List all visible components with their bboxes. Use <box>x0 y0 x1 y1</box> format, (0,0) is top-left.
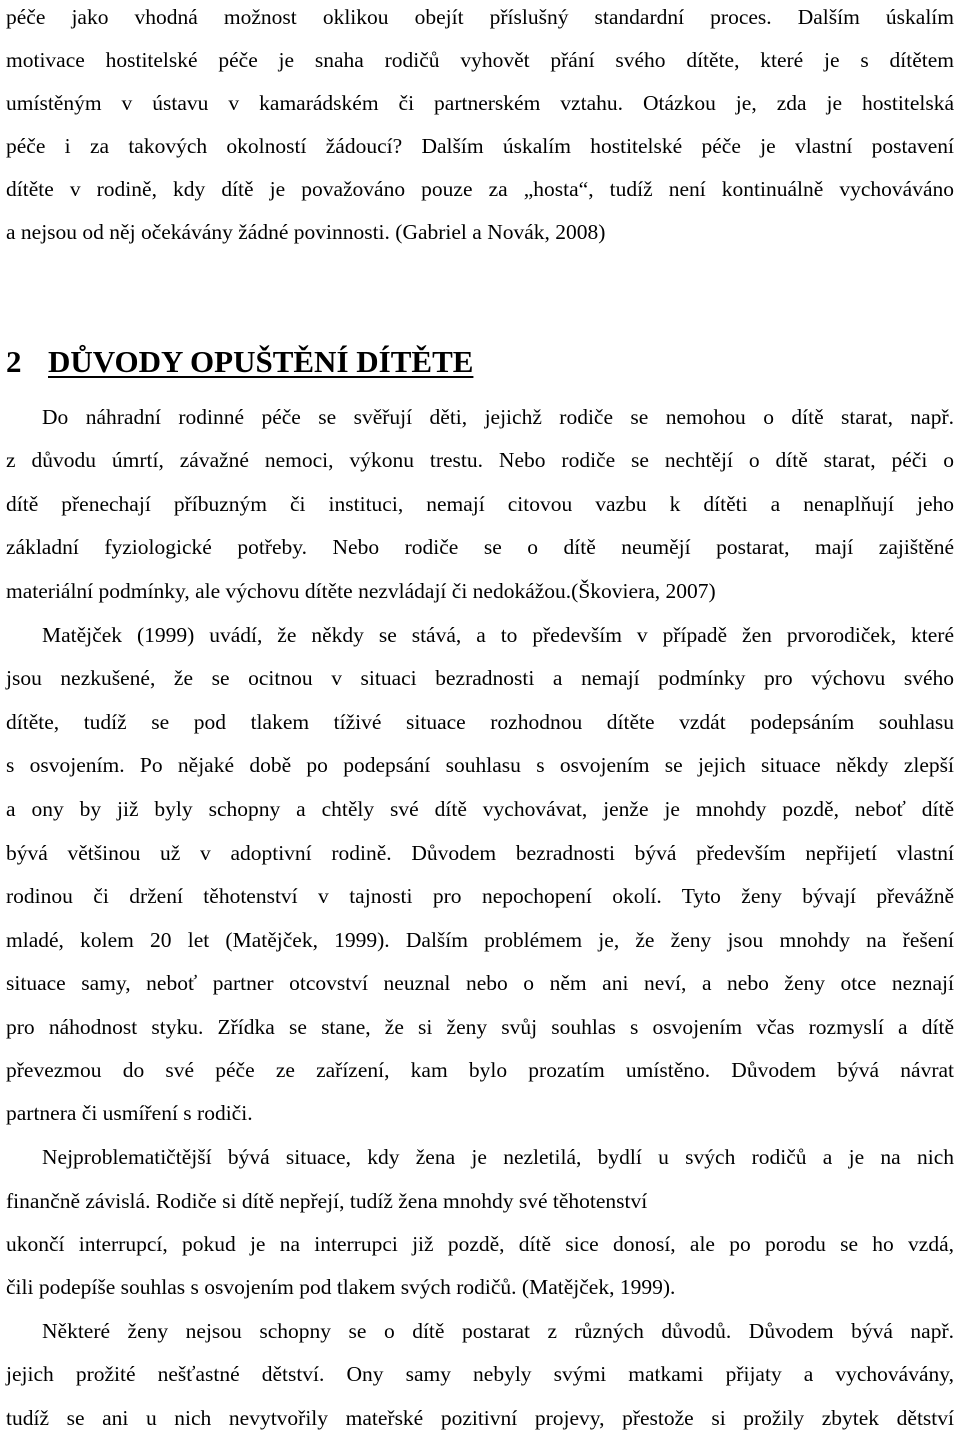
text-line: převezmou do své péče ze zařízení, kam bylo prozatím umístěno. Důvodem bývá návrat <box>6 1058 954 1082</box>
chapter-number: 2 <box>6 344 22 379</box>
text-line: Matějček (1999) uvádí, že někdy se stává, a to především v případě žen prvorodiček, které <box>42 623 954 647</box>
text-line: ukončí interrupcí, pokud je na interrupci již pozdě, dítě sice donosí, ale po porodu se ho vzdá, <box>6 1232 954 1256</box>
text-line: dítěte v rodině, kdy dítě je považováno pouze za „hosta“, tudíž není kontinuálně vychováváno <box>6 177 954 201</box>
text-line: péče i za takových okolností žádoucí? Dalším úskalím hostitelské péče je vlastní postavení <box>6 134 954 158</box>
text-line: Některé ženy nejsou schopny se o dítě postarat z různých důvodů. Důvodem bývá např. <box>42 1319 954 1343</box>
text-line: z důvodu úmrtí, závažné nemoci, výkonu trestu. Nebo rodiče se nechtějí o dítě starat, péči o <box>6 448 954 472</box>
text-line: a ony by již byly schopny a chtěly své dítě vychovávat, jenže je mnohdy pozdě, neboť dítě <box>6 797 954 821</box>
text-line: mladé, kolem 20 let (Matějček, 1999). Dalším problémem je, že ženy jsou mnohdy na řešení <box>6 928 954 952</box>
text-line: tudíž se ani u nich nevytvořily mateřské pozitivní projevy, přestože si prožily zbytek dětství <box>6 1406 954 1430</box>
text-line: Nejproblematičtější bývá situace, kdy žena je nezletilá, bydlí u svých rodičů a je na nich <box>42 1145 954 1169</box>
text-line: čili podepíše souhlas s osvojením pod tlakem svých rodičů. (Matějček, 1999). <box>6 1275 676 1299</box>
text-line: rodinou či držení těhotenství v tajnosti pro nepochopení okolí. Tyto ženy bývají převážně <box>6 884 954 908</box>
chapter-heading <box>6 342 473 382</box>
text-line: finančně závislá. Rodiče si dítě nepřejí, tudíž žena mnohdy své těhotenství <box>6 1189 648 1213</box>
text-line: Do náhradní rodinné péče se svěřují děti, jejichž rodiče se nemohou o dítě starat, např. <box>42 405 954 429</box>
chapter-title: DŮVODY OPUŠTĚNÍ DÍTĚTE <box>48 344 474 379</box>
text-line: partnera či usmíření s rodiči. <box>6 1101 253 1125</box>
text-line: materiální podmínky, ale výchovu dítěte nezvládají či nedokážou.(Škoviera, 2007) <box>6 579 716 603</box>
text-line: jsou nezkušené, že se ocitnou v situaci bezradnosti a nemají podmínky pro výchovu svého <box>6 666 954 690</box>
text-line: jejich prožité nešťastné dětství. Ony samy nebyly svými matkami přijaty a vychovávány, <box>6 1362 954 1386</box>
text-line: motivace hostitelské péče je snaha rodičů vyhovět přání svého dítěte, které je s dítětem <box>6 48 954 72</box>
text-line: bývá většinou už v adoptivní rodině. Důvodem bezradnosti bývá především nepřijetí vlastní <box>6 841 954 865</box>
text-line: základní fyziologické potřeby. Nebo rodiče se o dítě neumějí postarat, mají zajištěné <box>6 535 954 559</box>
text-line: situace samy, neboť partner otcovství neuznal nebo o něm ani neví, a nebo ženy otce neznají <box>6 971 954 995</box>
text-line: pro náhodnost styku. Zřídka se stane, že si ženy svůj souhlas s osvojením včas rozmyslí a dítě <box>6 1015 954 1039</box>
text-line: péče jako vhodná možnost oklikou obejít příslušný standardní proces. Dalším úskalím <box>6 5 954 29</box>
text-line: s osvojením. Po nějaké době po podepsání souhlasu s osvojením se jejich situace někdy zlepší <box>6 753 954 777</box>
text-line: a nejsou od něj očekávány žádné povinnosti. (Gabriel a Novák, 2008) <box>6 220 606 244</box>
text-line: dítěte, tudíž se pod tlakem tíživé situace rozhodnou dítěte vzdát podepsáním souhlasu <box>6 710 954 734</box>
text-line: umístěným v ústavu v kamarádském či partnerském vztahu. Otázkou je, zda je hostitelská <box>6 91 954 115</box>
text-line: dítě přenechají příbuzným či instituci, nemají citovou vazbu k dítěti a nenaplňují jeho <box>6 492 954 516</box>
